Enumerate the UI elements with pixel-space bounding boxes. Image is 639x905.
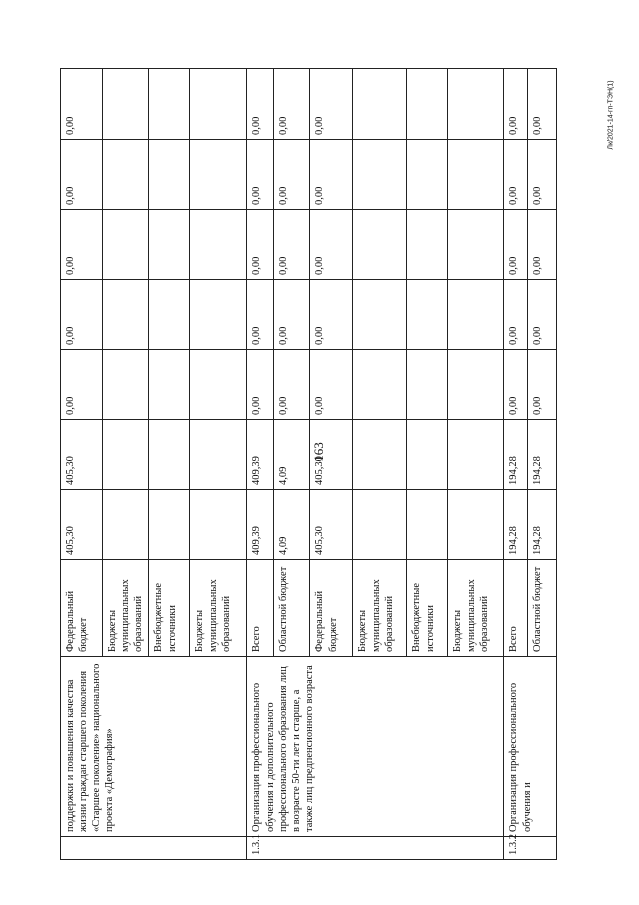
value-cell: 0,00 (247, 69, 274, 140)
measure-name: поддержки и повышения качества жизни граждан старшего поколения «Старшее поколение» национального проекта «Демография» (61, 657, 247, 837)
value-cell (149, 490, 190, 560)
value-cell (190, 140, 247, 210)
value-cell (407, 350, 448, 420)
value-cell: 194,28 (504, 420, 528, 490)
value-cell (407, 280, 448, 350)
value-cell: 0,00 (61, 280, 103, 350)
value-cell (353, 210, 407, 280)
value-cell: 0,00 (61, 210, 103, 280)
value-cell (103, 420, 149, 490)
value-cell (407, 140, 448, 210)
value-cell (103, 69, 149, 140)
funding-source: Федеральный бюджет (61, 560, 103, 657)
value-cell (448, 69, 504, 140)
value-cell: 0,00 (310, 350, 353, 420)
value-cell: 0,00 (274, 69, 310, 140)
value-cell (190, 350, 247, 420)
funding-source: Бюджеты муниципальных образований (448, 560, 504, 657)
value-cell: 0,00 (310, 140, 353, 210)
funding-source: Областной бюджет (528, 560, 557, 657)
funding-source: Бюджеты муниципальных образований (103, 560, 149, 657)
table-row (247, 69, 274, 860)
value-cell (448, 490, 504, 560)
value-cell: 0,00 (504, 280, 528, 350)
value-cell: 0,00 (310, 69, 353, 140)
value-cell (103, 210, 149, 280)
value-cell: 0,00 (274, 280, 310, 350)
value-cell: 194,28 (528, 490, 557, 560)
funding-source: Внебюджетные источники (149, 560, 190, 657)
value-cell (190, 280, 247, 350)
value-cell: 405,30 (61, 420, 103, 490)
value-cell: 0,00 (504, 140, 528, 210)
value-cell (353, 280, 407, 350)
value-cell: 0,00 (528, 140, 557, 210)
value-cell (407, 490, 448, 560)
value-cell (448, 350, 504, 420)
value-cell (353, 420, 407, 490)
value-cell: 4,09 (274, 420, 310, 490)
row-number: 1.3.1 (247, 837, 504, 860)
value-cell: 0,00 (310, 280, 353, 350)
value-cell: 405,30 (310, 490, 353, 560)
value-cell (448, 420, 504, 490)
funding-source: Областной бюджет (274, 560, 310, 657)
funding-source: Всего (247, 560, 274, 657)
value-cell (149, 69, 190, 140)
page-number: 163 (311, 442, 326, 462)
value-cell: 409,39 (247, 420, 274, 490)
value-cell: 0,00 (504, 210, 528, 280)
value-cell (149, 420, 190, 490)
value-cell (353, 69, 407, 140)
value-cell: 0,00 (274, 140, 310, 210)
measure-name: Организация профессионального обучения и дополнительного профессионального образования лиц в возрасте 50-ти лет и старше, а также лиц предпенсионного возраста (247, 657, 504, 837)
value-cell: 194,28 (504, 490, 528, 560)
value-cell (353, 140, 407, 210)
value-cell (190, 490, 247, 560)
value-cell (448, 280, 504, 350)
value-cell: 405,30 (310, 420, 353, 490)
value-cell (149, 210, 190, 280)
value-cell: 0,00 (274, 210, 310, 280)
row-number: 1.3.2 (504, 837, 557, 860)
value-cell (103, 490, 149, 560)
funding-source: Внебюджетные источники (407, 560, 448, 657)
budget-table-container (60, 69, 544, 860)
table-row (61, 69, 103, 860)
rotated-table-frame (60, 69, 544, 860)
value-cell: 0,00 (528, 280, 557, 350)
funding-source: Федеральный бюджет (310, 560, 353, 657)
value-cell (103, 140, 149, 210)
value-cell (448, 140, 504, 210)
value-cell: 0,00 (310, 210, 353, 280)
value-cell: 0,00 (61, 350, 103, 420)
value-cell (407, 69, 448, 140)
value-cell: 194,28 (528, 420, 557, 490)
row-number (61, 837, 247, 860)
value-cell: 0,00 (247, 350, 274, 420)
value-cell: 0,00 (247, 280, 274, 350)
value-cell: 405,30 (61, 490, 103, 560)
value-cell (149, 280, 190, 350)
value-cell (190, 69, 247, 140)
value-cell (448, 210, 504, 280)
value-cell: 0,00 (247, 210, 274, 280)
value-cell: 0,00 (528, 210, 557, 280)
value-cell (190, 420, 247, 490)
value-cell: 0,00 (528, 350, 557, 420)
value-cell (407, 420, 448, 490)
value-cell (353, 490, 407, 560)
value-cell (190, 210, 247, 280)
value-cell: 0,00 (274, 350, 310, 420)
value-cell: 409,39 (247, 490, 274, 560)
budget-table (60, 68, 557, 860)
value-cell: 0,00 (504, 350, 528, 420)
funding-source: Бюджеты муниципальных образований (190, 560, 247, 657)
measure-name: Организация профессионального обучения и (504, 657, 557, 837)
value-cell: 4,09 (274, 490, 310, 560)
value-cell: 0,00 (61, 69, 103, 140)
value-cell (149, 350, 190, 420)
value-cell: 0,00 (528, 69, 557, 140)
document-code: Лк/2021-14-гп-ТЭН(1) (607, 80, 615, 150)
value-cell (103, 350, 149, 420)
funding-source: Бюджеты муниципальных образований (353, 560, 407, 657)
value-cell (149, 140, 190, 210)
value-cell (353, 350, 407, 420)
table-row (504, 69, 528, 860)
value-cell: 0,00 (504, 69, 528, 140)
value-cell (103, 280, 149, 350)
value-cell: 0,00 (247, 140, 274, 210)
value-cell: 0,00 (61, 140, 103, 210)
value-cell (407, 210, 448, 280)
funding-source: Всего (504, 560, 528, 657)
